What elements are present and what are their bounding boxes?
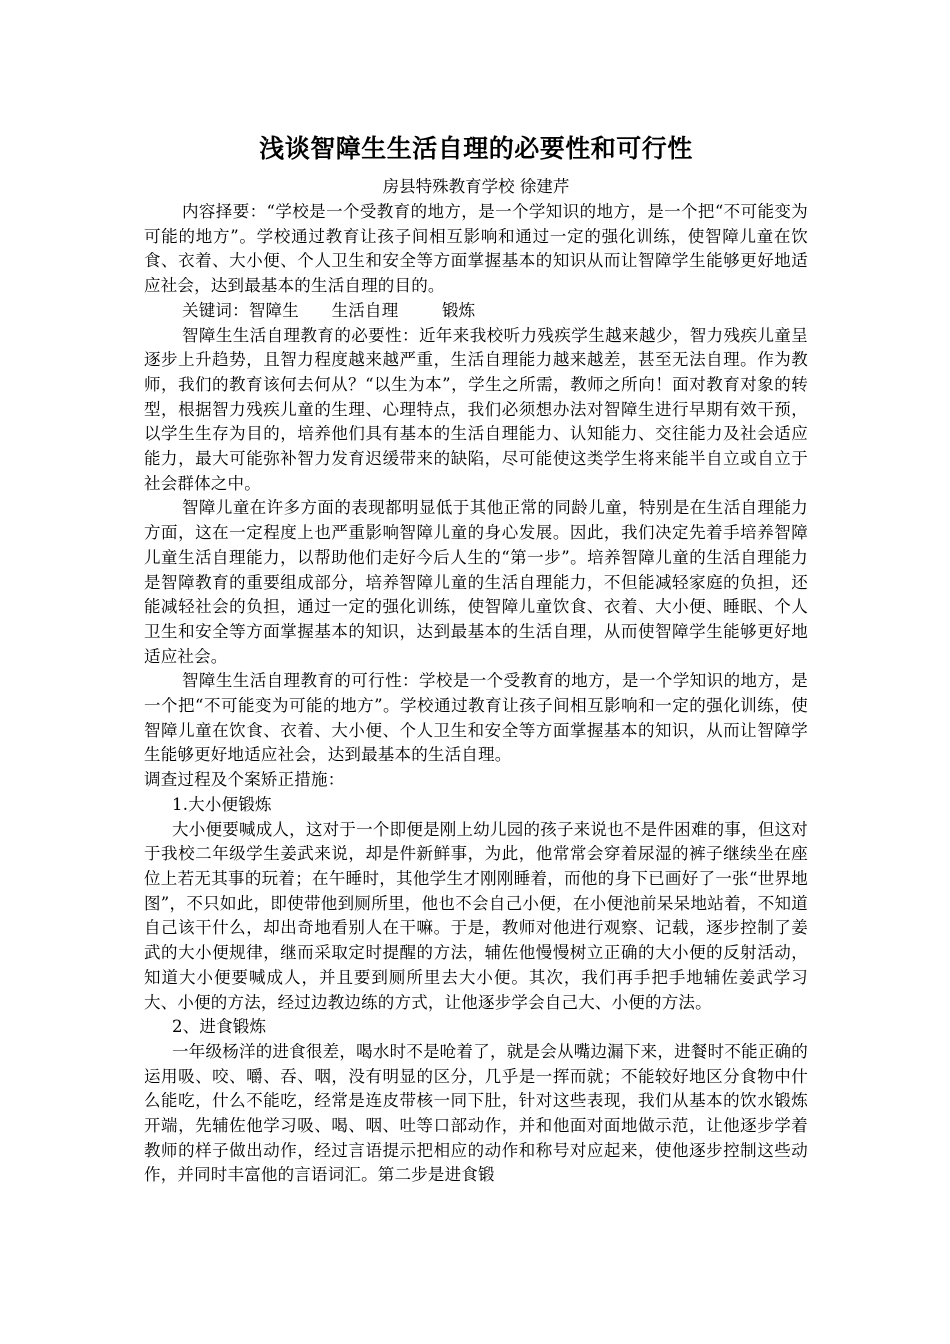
document-page — [144, 128, 808, 1188]
keyword-3: 锻炼 — [441, 300, 476, 320]
survey-heading: 调查过程及个案矫正措施： — [144, 770, 345, 790]
keywords-label: 关键词： — [182, 300, 249, 320]
development-paragraph: 智障儿童在许多方面的表现都明显低于其他正常的同龄儿童，特别是在生活自理能力方面，这在一定程度上也严重影响智障儿童的身心发展。因此，我们决定先着手培养智障儿童生活自理能力，以帮助他们走好今后人生的“第一步”。培养智障儿童的生活自理能力是智障教育的重要组成部分，培养智障儿童的生活自理能力，不但能减轻家庭的负担，还能减轻社会的负担，通过一定的强化训练，使智障儿童饮食、衣着、大小便、睡眠、个人卫生和安全等方面掌握基本的知识，达到最基本的生活自理，从而使智障学生能够更好地适应社会。 — [144, 498, 808, 666]
keyword-1: 智障生 — [248, 300, 299, 320]
keywords-line — [144, 299, 808, 324]
necessity-paragraph: 智障生生活自理教育的必要性：近年来我校听力残疾学生越来越少，智力残疾儿童呈逐步上升趋势，且智力程度越来越严重，生活自理能力越来越差，甚至无法自理。作为教师，我们的教育该何去何从？“以生为本”，学生之所需，教师之所向！面对教育对象的转型，根据智力残疾儿童的生理、心理特点，我们必须想办法对智障生进行早期有效干预，以学生生存为目的，培养他们具有基本的生活自理能力、认知能力、交往能力及社会适应能力，最大可能弥补智力发育迟缓带来的缺陷，尽可能使这类学生将来能半自立或自立于社会群体之中。 — [144, 325, 808, 493]
section2-heading: 2、进食锻炼 — [172, 1017, 267, 1037]
section2-body: 一年级杨洋的进食很差，喝水时不是呛着了，就是会从嘴边漏下来，进餐时不能正确的运用吸、咬、嚼、吞、咽，没有明显的区分，几乎是一挥而就；不能较好地区分食物中什么能吃，什么不能吃，经常是连皮带核一同下肚，针对这些表现，我们从基本的饮水锻炼开端，先辅佐他学习吸、喝、咽、吐等口部动作，并和他面对面地做示范，让他逐步学着教师的样子做出动作，经过言语提示把相应的动作和称号对应起来，使他逐步控制这些动作，并同时丰富他的言语词汇。第二步是进食锻 — [144, 1041, 808, 1185]
feasibility-paragraph: 智障生生活自理教育的可行性：学校是一个受教育的地方，是一个学知识的地方，是一个把“不可能变为可能的地方”。学校通过教育让孩子间相互影响和一定的强化训练，使智障儿童在饮食、衣着、大小便、个人卫生和安全等方面掌握基本的知识，从而让智障学生能够更好地适应社会，达到最基本的生活自理。 — [144, 671, 808, 765]
document-title: 浅谈智障生生活自理的必要性和可行性 — [259, 134, 693, 163]
section1-body: 大小便要喊成人，这对于一个即便是刚上幼儿园的孩子来说也不是件困难的事，但这对于我校二年级学生姜武来说，却是件新鲜事，为此，他常常会穿着尿湿的裤子继续坐在座位上若无其事的玩着；在午睡时，其他学生才刚刚睡着，而他的身下已画好了一张“世界地图”，不只如此，即使带他到厕所里，他也不会自己小便，在小便池前呆呆地站着，不知道自己该干什么，却出奇地看别人在干嘛。于是，教师对他进行观察、记载，逐步控制了姜武的大小便规律，继而采取定时提醒的方法，辅佐他慢慢树立正确的大小便的反射活动，知道大小便要喊成人，并且要到厕所里去大小便。其次，我们再手把手地辅佐姜武学习大、小便的方法，经过边教边练的方式，让他逐步学会自己大、小便的方法。 — [144, 819, 808, 1012]
section1-heading: 1.大小便锻炼 — [172, 794, 272, 814]
abstract-paragraph: 内容择要：“学校是一个受教育的地方，是一个学知识的地方，是一个把“不可能变为可能的地方”。学校通过教育让孩子间相互影响和通过一定的强化训练，使智障儿童在饮食、衣着、大小便、个人卫生和安全等方面掌握基本的知识从而让智障学生能够更好地适应社会，达到最基本的生活自理的目的。 — [144, 202, 808, 296]
author-byline: 房县特殊教育学校 徐建芹 — [382, 177, 570, 196]
keyword-2: 生活自理 — [331, 300, 399, 320]
